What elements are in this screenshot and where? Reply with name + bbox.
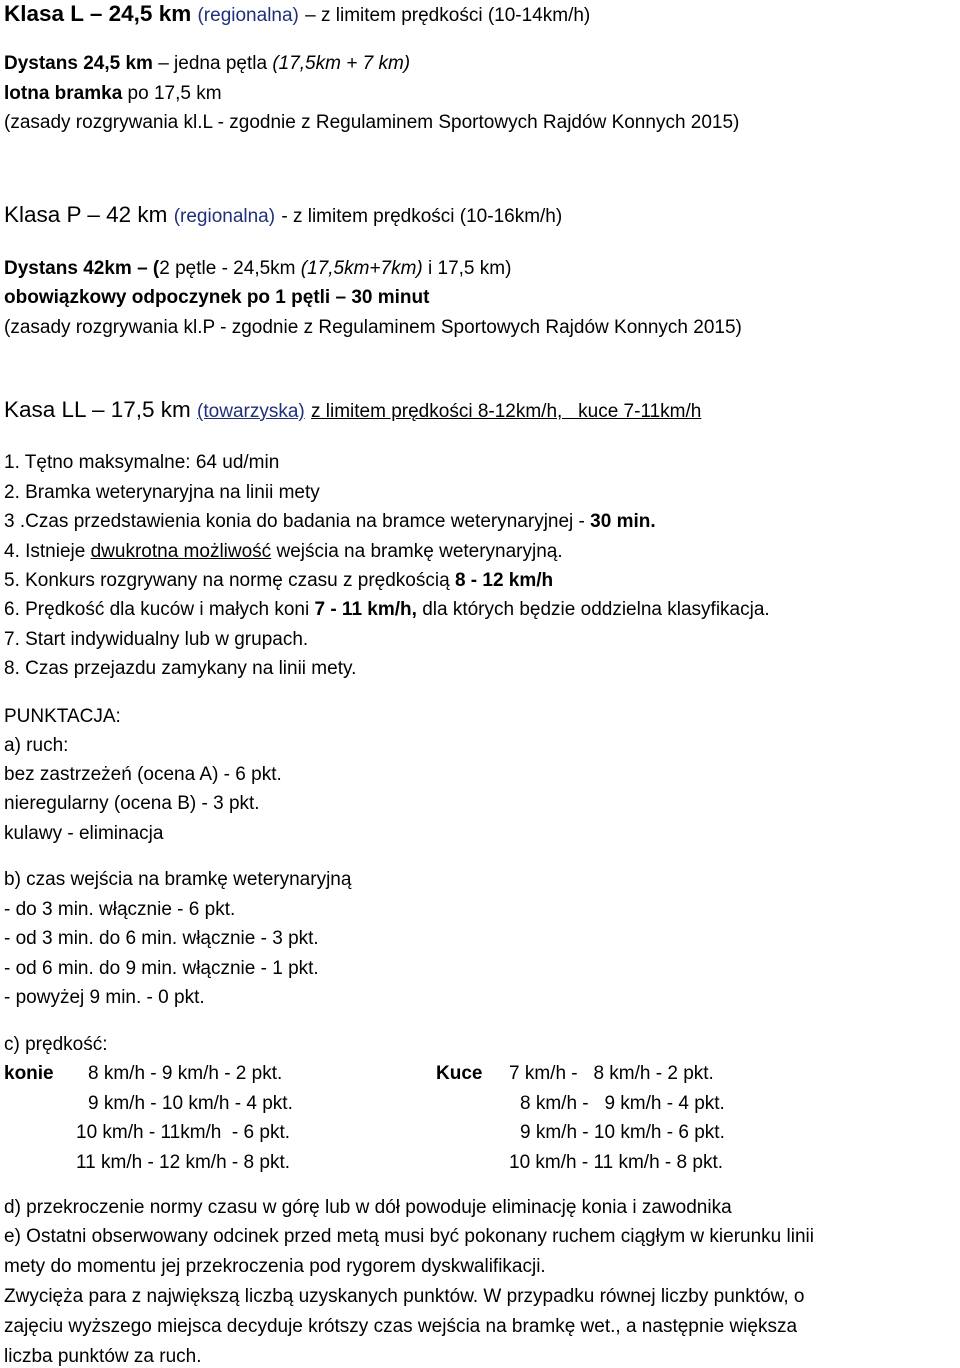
rule-4: 4. Istnieje dwukrotna możliwość wejścia na bramkę weterynaryjną.: [4, 541, 563, 562]
klasa-p-rules: (zasady rozgrywania kl.P - zgodnie z Regulaminem Sportowych Rajdów Konnych 2015): [4, 317, 742, 338]
scoring-a3: kulawy - eliminacja: [4, 823, 164, 844]
kuce-row-1: 7 km/h - 8 km/h - 2 pkt.: [509, 1063, 714, 1084]
scoring-a-title: a) ruch:: [4, 735, 69, 756]
klasa-ll-type: (towarzyska): [197, 401, 305, 422]
scoring-b4: - powyżej 9 min. - 0 pkt.: [4, 987, 205, 1008]
scoring-e-line-1: e) Ostatni obserwowany odcinek przed metą musi być pokonany ruchem ciągłym w kierunku linii: [4, 1226, 814, 1247]
kuce-row-4: 10 km/h - 11 km/h - 8 pkt.: [509, 1152, 724, 1173]
scoring-b-title: b) czas wejścia na bramkę weterynaryjną: [4, 869, 352, 890]
klasa-l-limit: – z limitem prędkości (10-14km/h): [305, 5, 591, 26]
winner-rule-line-3: liczba punktów za ruch.: [4, 1346, 202, 1367]
scoring-e-line-2: mety do momentu jej przekroczenia pod rygorem dyskwalifikacji.: [4, 1256, 546, 1277]
konie-row-3: 10 km/h - 11km/h - 6 pkt.: [76, 1122, 291, 1143]
kuce-row-2: 8 km/h - 9 km/h - 4 pkt.: [520, 1093, 725, 1114]
klasa-l-rules: (zasady rozgrywania kl.L - zgodnie z Regulaminem Sportowych Rajdów Konnych 2015): [4, 112, 740, 133]
klasa-p-distance: Dystans 42km – (2 pętle - 24,5km (17,5km+7km) i 17,5 km): [4, 258, 512, 279]
rule-6: 6. Prędkość dla kuców i małych koni 7 - 11 km/h, dla których będzie oddzielna klasyfikacja.: [4, 599, 770, 620]
scoring-a2: nieregularny (ocena B) - 3 pkt.: [4, 793, 260, 814]
winner-rule-line-2: zajęciu wyższego miejsca decyduje krótszy czas wejścia na bramkę wet., a następnie większa: [4, 1316, 798, 1337]
klasa-l-type: (regionalna): [197, 5, 299, 26]
konie-label: konie: [4, 1063, 54, 1084]
winner-rule-line-1: Zwycięża para z największą liczbą uzyskanych punktów. W przypadku równej liczby punktów, o: [4, 1286, 805, 1307]
konie-row-2: 9 km/h - 10 km/h - 4 pkt.: [88, 1093, 293, 1114]
rule-5: 5. Konkurs rozgrywany na normę czasu z prędkością 8 - 12 km/h: [4, 570, 554, 591]
klasa-l-gate: lotna bramka po 17,5 km: [4, 83, 222, 104]
klasa-ll-limit: z limitem prędkości 8-12km/h, kuce 7-11km/h: [311, 401, 702, 422]
scoring-d: d) przekroczenie normy czasu w górę lub w dół powoduje eliminację konia i zawodnika: [4, 1197, 732, 1218]
scoring-b2: - od 3 min. do 6 min. włącznie - 3 pkt.: [4, 928, 319, 949]
klasa-l-heading: [4, 1, 590, 29]
klasa-p-limit: - z limitem prędkości (10-16km/h): [281, 206, 563, 227]
klasa-p-heading: [4, 202, 562, 230]
scoring-title: PUNKTACJA:: [4, 706, 121, 727]
rule-1: 1. Tętno maksymalne: 64 ud/min: [4, 452, 280, 473]
klasa-ll-title: Kasa LL – 17,5 km: [4, 397, 191, 422]
rule-3: 3 .Czas przedstawienia konia do badania na bramce weterynaryjnej - 30 min.: [4, 511, 656, 532]
klasa-ll-heading: [4, 397, 701, 425]
klasa-l-title: Klasa L – 24,5 km: [4, 1, 192, 26]
kuce-row-3: 9 km/h - 10 km/h - 6 pkt.: [520, 1122, 725, 1143]
klasa-p-rest: obowiązkowy odpoczynek po 1 pętli – 30 minut: [4, 287, 430, 308]
rule-8: 8. Czas przejazdu zamykany na linii mety.: [4, 658, 357, 679]
konie-row-1: 8 km/h - 9 km/h - 2 pkt.: [88, 1063, 283, 1084]
kuce-label: Kuce: [436, 1063, 483, 1084]
scoring-c-title: c) prędkość:: [4, 1034, 108, 1055]
scoring-a1: bez zastrzeżeń (ocena A) - 6 pkt.: [4, 764, 282, 785]
rule-2: 2. Bramka weterynaryjna na linii mety: [4, 482, 320, 503]
klasa-p-type: (regionalna): [173, 206, 276, 227]
scoring-b3: - od 6 min. do 9 min. włącznie - 1 pkt.: [4, 958, 319, 979]
scoring-b1: - do 3 min. włącznie - 6 pkt.: [4, 899, 236, 920]
rule-7: 7. Start indywidualny lub w grupach.: [4, 629, 309, 650]
klasa-l-distance: Dystans 24,5 km – jedna pętla (17,5km + 7 km): [4, 53, 411, 74]
konie-row-4: 11 km/h - 12 km/h - 8 pkt.: [76, 1152, 291, 1173]
klasa-p-title: Klasa P – 42 km: [4, 202, 168, 227]
